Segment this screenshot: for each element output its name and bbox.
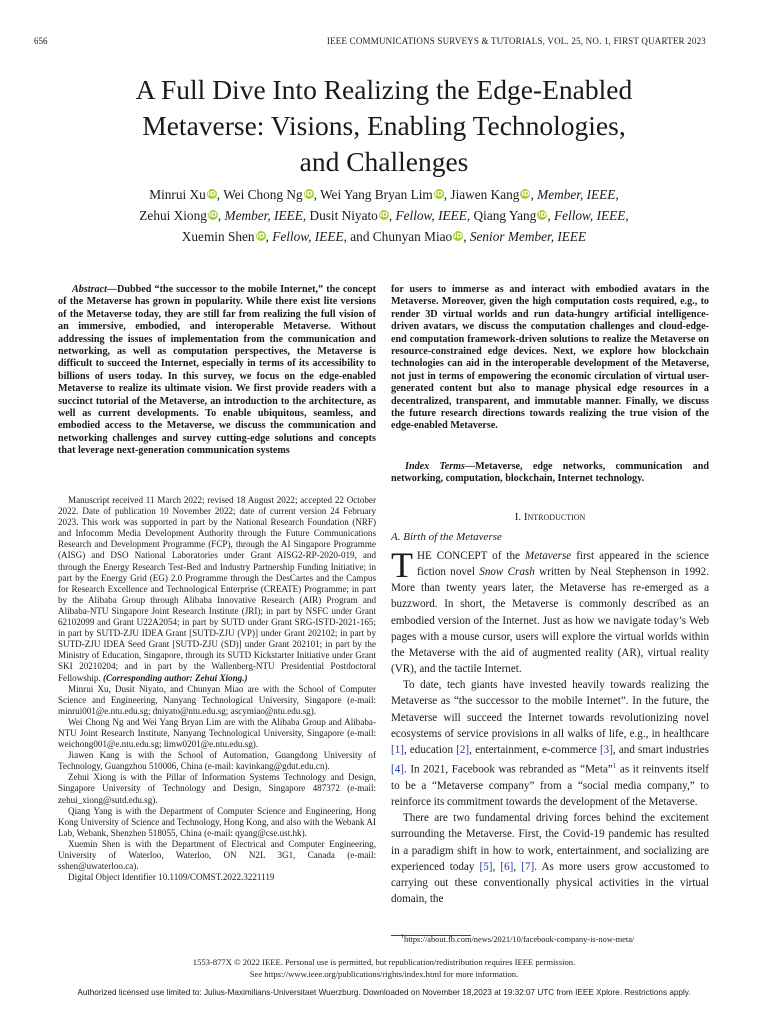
running-head: IEEE COMMUNICATIONS SURVEYS & TUTORIALS, VOL. 25, NO. 1, FIRST QUARTER 2023 [326, 36, 706, 46]
orcid-icon[interactable]: iD [256, 232, 265, 240]
doi-note: Digital Object Identifier 10.1109/COMST.2022.3221119 [68, 872, 275, 883]
title-line-3: and Challenges [299, 146, 469, 177]
title-line-1: A Full Dive Into Realizing the Edge-Enabled [135, 74, 633, 105]
author-name: Chunyan Miao [372, 229, 453, 244]
abstract-right [391, 284, 709, 433]
orcid-icon[interactable]: iD [454, 232, 463, 240]
affiliation-note: Xuemin Shen is with the Department of Electrical and Computer Engineering, University of Waterloo, Waterloo, ON N2L 3G1, Canada (e-mail: sshen@uwaterloo.ca). [58, 838, 376, 872]
abstract-left [58, 284, 376, 458]
index-terms-text: —Metaverse, edge networks, communication and networking, computation, blockchain, Internet technology. [391, 461, 709, 485]
subsection-heading: A. Birth of the Metaverse [391, 531, 502, 543]
intro-paragraph: THE CONCEPT of the Metaverse first appeared in the science fiction novel Snow Crash written by Neal Stephenson in 1992. More than twenty years later, the Metaverse has re-emerged as a buzzword. In short, the Metaverse is commonly described as an embodied version of the Internet. Just as how we navigate today’s Web pages with a mouse cursor, users will explore the virtual worlds within the Metaverse with the aid of augmented reality (AR), virtual reality (VR), and the tactile Internet. [391, 545, 709, 676]
affiliation-note: Zehui Xiong is with the Pillar of Information Systems Technology and Design, Singapore University of Technology and Design, Singapore 487372 (e-mail: zehui_xiong@sutd.edu.sg). [58, 772, 376, 805]
orcid-icon[interactable]: iD [207, 190, 216, 198]
intro-body [391, 545, 710, 907]
title-line-2: Metaverse: Visions, Enabling Technologies, [142, 110, 626, 141]
intro-paragraph: To date, tech giants have invested heavily towards realizing the Metaverse as “the successor to the mobile Internet”. In the future, the Metaverse will succeed the Internet towards revolutionizing novel ecosystems of service provisions in all walks of life, e.g., in healthcare [1], education [2], entertainment, e-commerce [3], and smart industries [4]. In 2021, Facebook was rebranded as “Meta”$^1$ as it reinvents itself to be a “Metaverse company” from a “social media company,” to reinforce its commitment towards the development of the Metaverse. [391, 679, 709, 809]
author-name: Dusit Niyato [309, 208, 378, 223]
abstract-text-left: —Dubbed “the successor to the mobile Internet,” the concept of the Metaverse has grown in popularity. While there exist lite versions of the Metaverse today, they are still far from realizing the full vision of an immersive, embodied, and interoperable Metaverse. Without addressing the issues of implementation from the communication and networking, as well as computation perspectives, the Metaverse is difficult to succeed the Internet, especially in terms of its accessibility to billions of users today. In this survey, we focus on the edge-enabled Metaverse to realize its ultimate vision. We first provide readers with a succinct tutorial of the Metaverse, an introduction to the architecture, as well as current developments. To enable ubiquitous, seamless, and embodied access to the Metaverse, we discuss the communication and networking challenges and survey cutting-edge solutions and concepts that leverage next-generation communication systems [58, 284, 376, 457]
abstract-text-right: for users to immerse as and interact with embodied avatars in the Metaverse. Moreover, given the high computation costs required, e.g., to render 3D virtual worlds and run data-hungry artificial intelligence-driven avatars, we discuss the computation challenges and cloud-edge-end computation framework-driven solutions to realize the Metaverse on resource-constrained edge devices. Next, we explore how blockchain technologies can aid in the interoperable development of the Metaverse, not just in terms of empowering the economic circulation of virtual user-generated content but also to manage physical edge resources in a decentralized, transparent, and immutable manner. Finally, we discuss the future research directions towards realizing the true vision of the edge-enabled Metaverse. [391, 284, 709, 432]
author-membership: Fellow, IEEE [272, 229, 344, 244]
page-number: 656 [34, 36, 48, 46]
citation-link[interactable]: [3] [599, 743, 613, 756]
copyright-notice [0, 957, 768, 980]
orcid-icon[interactable]: iD [379, 211, 388, 219]
citation-link[interactable]: [6] [500, 860, 514, 873]
affiliation-note: Jiawen Kang is with the School of Automation, Guangdong University of Technology, Guangzhou 510006, China (e-mail: kavinkang@gdut.edu.cn). [58, 750, 376, 772]
author-name: Zehui Xiong [139, 208, 207, 223]
author-name: Wei Chong Ng [223, 187, 303, 202]
abstract-label: Abstract [72, 284, 107, 295]
orcid-icon[interactable]: iD [208, 211, 217, 219]
author-conjunction: and [350, 229, 370, 244]
orcid-icon[interactable]: iD [538, 211, 547, 219]
author-name: Jiawen Kang [450, 187, 520, 202]
author-membership: Member, IEEE [537, 187, 616, 202]
author-name: Wei Yang Bryan Lim [320, 187, 433, 202]
citation-link[interactable]: [4] [391, 763, 404, 776]
paper-title [60, 72, 708, 180]
author-membership: Fellow, IEEE [553, 208, 626, 223]
index-terms [391, 461, 709, 486]
author-name: Minrui Xu [149, 187, 206, 202]
orcid-icon[interactable]: iD [304, 190, 313, 198]
affiliation-note: Qiang Yang is with the Department of Computer Science and Engineering, Hong Kong University of Science and Technology, Hong Kong, and also with the Webank AI Lab, Webank, Shenzhen 518055, China (e-mail: qyang@cse.ust.hk). [58, 805, 376, 838]
copyright-line-2: See https://www.ieee.org/publications/rights/index.html for more information. [249, 968, 519, 979]
citation-link[interactable]: [2] [456, 743, 470, 756]
citation-link[interactable]: [1] [391, 743, 404, 756]
author-membership: Member, IEEE [224, 208, 303, 223]
footnote-url: $^1$https://about.fb.com/news/2021/10/facebook-company-is-now-meta/ [401, 934, 635, 944]
citation-link[interactable]: [7] [521, 860, 535, 873]
footnote-marker[interactable]: 1 [612, 762, 617, 771]
orcid-icon[interactable]: iD [434, 190, 443, 198]
section-heading-text: Introduction [523, 511, 586, 523]
affiliation-note: Wei Chong Ng and Wei Yang Bryan Lim are with the Alibaba Group and Alibaba-NTU Joint Research Institute, Nanyang Technological University, Singapore (e-mail: weichong001@e.ntu.edu.sg; limw0201@e.ntu.edu.sg). [58, 716, 376, 750]
index-terms-label: Index Terms [405, 461, 465, 472]
license-footer: Authorized licensed use limited to: Julius-Maximilians-Universitaet Wuerzburg. Downloaded on November 18,2023 at 19:32:07 UTC from IEEE Xplore. Restrictions apply. [77, 988, 691, 997]
footnotes-block [58, 495, 376, 883]
author-list: Minrui Xu iD, Wei Chong Ng iD, Wei Yang Bryan Lim iD, Jiawen Kang iD, Member, IEEE, Zehui Xiong iD, Member, IEEE, Dusit Niyato iD, Fellow, IEEE, Qiang Yang iD, Fellow, IEEE, Xuemin Shen iD, Fellow, IEEE, and Chunyan Miao iD, Senior Member, IEEE [139, 187, 629, 244]
affiliation-note: Minrui Xu, Dusit Niyato, and Chunyan Miao are with the School of Computer Science and Engineering, Nanyang Technological University, Singapore (e-mail: minrui001@e.ntu.edu.sg; dniyato@ntu.edu.sg; ascymiao@ntu.edu.sg). [58, 683, 376, 716]
drop-cap: T [391, 545, 413, 585]
author-name: Qiang Yang [473, 208, 537, 223]
author-membership: Senior Member, IEEE [469, 229, 587, 244]
citation-link[interactable]: [5] [479, 860, 493, 873]
copyright-line-1: 1553-877X © 2022 IEEE. Personal use is permitted, but republication/redistribution requires IEEE permission. [192, 957, 576, 967]
section-heading: I. Introduction [514, 511, 586, 523]
manuscript-note: Manuscript received 11 March 2022; revised 18 August 2022; accepted 22 October 2022. Date of publication 10 November 2022; date of current version 24 February 2023. This work was supported in part by the National Research Foundation (NRF) and Infocomm Media Development Authority through the Future Communications Research and Development Programme (FCP), through the AI Singapore Programme (AISG) and DSO National Laboratories under Grant AISG2-RP-2020-019, and through the Energy Research Test-Bed and Industry Partnership Funding Initiative; in part by the Energy Grid (EG) 2.0 Programme through the DesCartes and the Campus for Research Excellence and Technological Enterprise (CREATE) Programme; in part by the Alibaba Group through Alibaba Innovative Research (AIR) Program and Alibaba-NTU Singapore Joint Research Institute (JRI); in part by NSFC under Grant 62102099 and Grant U22A2054; in part by SUTD under Grant SRG-ISTD-2021-165; in part by SUTD-ZJU IDEA Grant [SUTD-ZJU (VP)] under Grant 202102; in part by SUTD-ZJU IDEA Seed Grant [SUTD-ZJU (SD)] under Grant 202101; in part by the Ministry of Education, Singapore, through its SUTD Kickstarter Initiative under Grant SKI 20210204; and in part by the Wallenberg-NTU Presidential Postdoctoral Fellowship. (Corresponding author: Zehui Xiong.) [58, 495, 376, 683]
intro-paragraph: There are two fundamental driving forces behind the excitement surrounding the Metaverse. First, the Covid-19 pandemic has resulted in a paradigm shift in how to work, entertainment, and socializing are experienced today [5], [6], [7]. As more users grow accustomed to carrying out these conventionally physical activities in the virtual domain, the [391, 812, 710, 905]
author-membership: Fellow, IEEE [395, 208, 467, 223]
corresponding-author: (Corresponding author: Zehui Xiong.) [102, 672, 248, 683]
orcid-icon[interactable]: iD [521, 190, 530, 198]
author-name: Xuemin Shen [181, 229, 255, 244]
